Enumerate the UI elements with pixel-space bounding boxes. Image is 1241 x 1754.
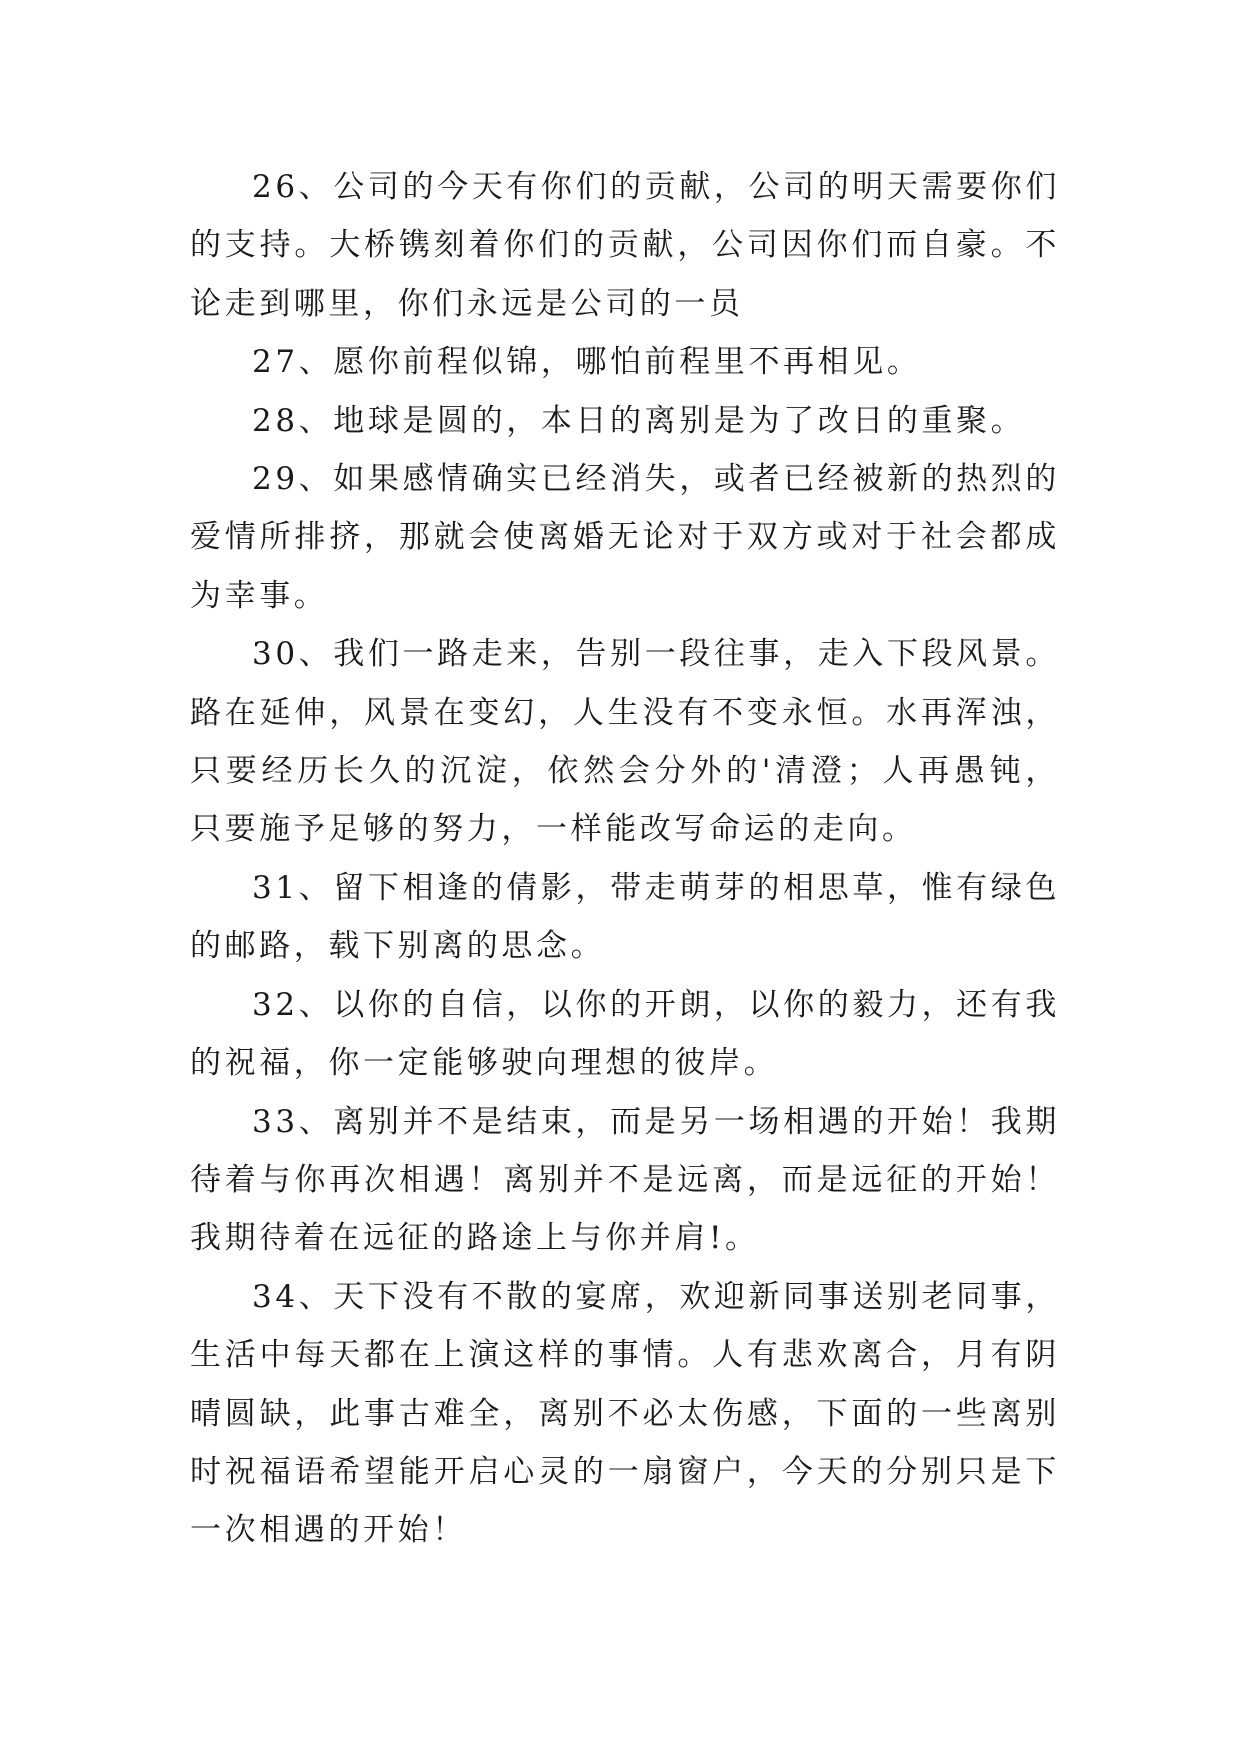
- paragraph-34: 34、天下没有不散的宴席，欢迎新同事送别老同事，生活中每天都在上演这样的事情。人有悲欢离合，月有阴晴圆缺，此事古难全，离别不必太伤感，下面的一些离别时祝福语希望能开启心灵的一扇窗户，今天的分别只是下一次相遇的开始！: [190, 1278, 1060, 1549]
- paragraph-30: 30、我们一路走来，告别一段往事，走入下段风景。路在延伸，风景在变幻，人生没有不变永恒。水再浑浊，只要经历长久的沉淀，依然会分外的'清澄；人再愚钝，只要施予足够的努力，一样能改写命运的走向。: [190, 636, 1060, 848]
- paragraph-33: 33、离别并不是结束，而是另一场相遇的开始！我期待着与你再次相遇！离别并不是远离，而是远征的开始！我期待着在远征的路途上与你并肩!。: [190, 1103, 1060, 1257]
- paragraph-26: 26、公司的今天有你们的贡献，公司的明天需要你们的支持。大桥镌刻着你们的贡献，公司因你们而自豪。不论走到哪里，你们永远是公司的一员: [190, 169, 1060, 322]
- paragraph-28: 28、地球是圆的，本日的离别是为了改日的重聚。: [252, 402, 1026, 439]
- paragraph-32: 32、以你的自信，以你的开朗，以你的毅力，还有我的祝福，你一定能够驶向理想的彼岸。: [190, 986, 1060, 1082]
- paragraph-31: 31、留下相逢的倩影，带走萌芽的相思草，惟有绿色的邮路，载下别离的思念。: [190, 869, 1060, 965]
- document-body: [190, 158, 1060, 1560]
- paragraph-29: 29、如果感情确实已经消失，或者已经被新的热烈的爱情所排挤，那就会使离婚无论对于双方或对于社会都成为幸事。: [190, 461, 1060, 614]
- paragraph-27: 27、愿你前程似锦，哪怕前程里不再相见。: [252, 344, 922, 381]
